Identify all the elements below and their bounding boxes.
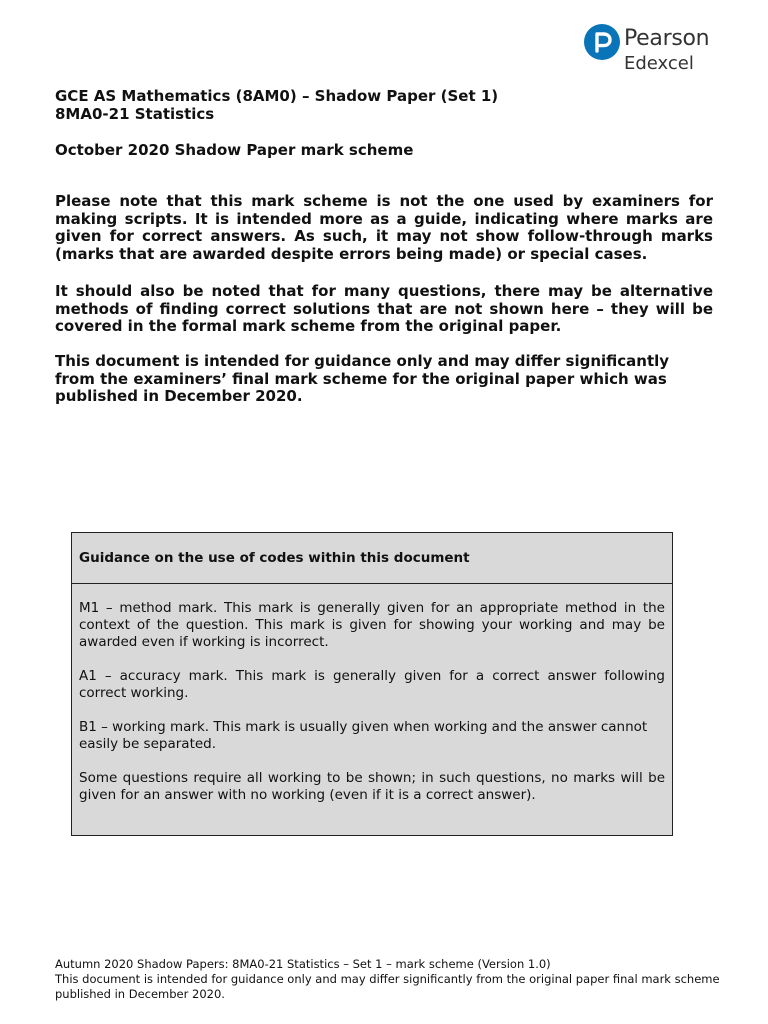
page-footer	[55, 957, 725, 1002]
document-heading	[55, 87, 715, 123]
guidance-body	[72, 584, 672, 804]
footer-line-3: published in December 2020.	[55, 987, 225, 1001]
footer-line-2: This document is intended for guidance only and may differ significantly from the original paper final mark scheme	[55, 972, 720, 986]
guidance-a1: A1 – accuracy mark. This mark is generally given for a correct answer following correct working.	[79, 668, 665, 701]
note-paragraph-1: Please note that this mark scheme is not the one used by examiners for making scripts. It is intended more as a guide, indicating where marks are given for correct answers. As such, it may not show follow-through marks (marks that are awarded despite errors being made) or special cases.	[55, 192, 713, 263]
qualification-title: GCE AS Mathematics (8AM0) – Shadow Paper (Set 1)	[55, 87, 499, 105]
guidance-title: Guidance on the use of codes within this document	[72, 533, 672, 584]
guidance-b1: B1 – working mark. This mark is usually given when working and the answer cannot easily be separated.	[79, 719, 648, 752]
mark-scheme-subtitle: October 2020 Shadow Paper mark scheme	[55, 141, 414, 159]
note-paragraph-2: It should also be noted that for many questions, there may be alternative methods of finding correct solutions that are not shown here – they will be covered in the formal mark scheme from the original paper.	[55, 282, 713, 335]
guidance-box	[71, 532, 673, 836]
footer-line-1: Autumn 2020 Shadow Papers: 8MA0-21 Statistics – Set 1 – mark scheme (Version 1.0)	[55, 957, 551, 971]
guidance-m1: M1 – method mark. This mark is generally given for an appropriate method in the context of the question. This mark is given for showing your working and may be awarded even if working is incorrect.	[79, 600, 665, 650]
logo-pearson-text: Pearson	[624, 26, 710, 51]
paper-code-title: 8MA0-21 Statistics	[55, 105, 215, 123]
guidance-working-note: Some questions require all working to be shown; in such questions, no marks will be given for an answer with no working (even if it is a correct answer).	[79, 770, 665, 803]
pearson-edexcel-logo	[584, 22, 744, 78]
pearson-logo-icon	[584, 24, 620, 60]
note-paragraph-3: This document is intended for guidance only and may differ significantly from the examiners’ final mark scheme for the original paper which was published in December 2020.	[55, 352, 670, 405]
logo-edexcel-text: Edexcel	[624, 53, 694, 74]
